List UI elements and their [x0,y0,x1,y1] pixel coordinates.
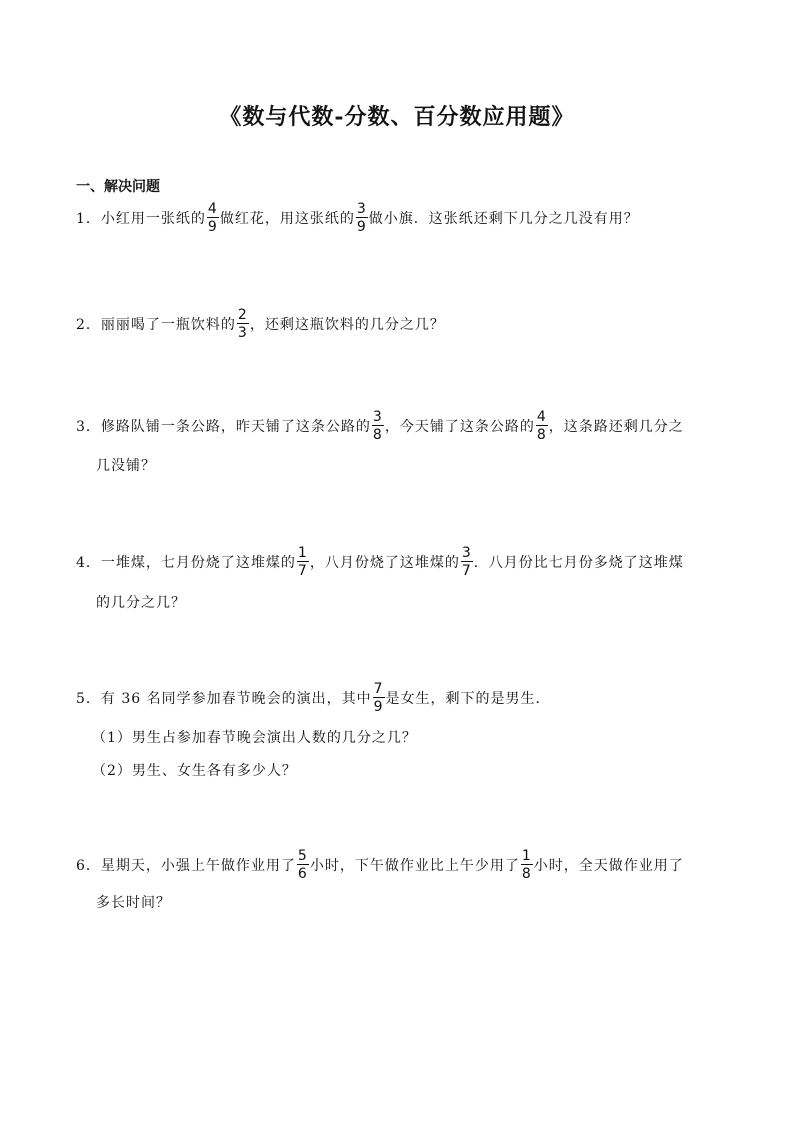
numerator: 4 [536,409,547,425]
question-4 [76,546,684,578]
question-text: （1）男生占参加春节晚会演出人数的几分之几？ [92,730,417,746]
numerator: 4 [207,201,218,217]
question-text: ，今天铺了这条公路的 [384,419,535,435]
question-text: 小时，全天做作业用了 [533,858,684,874]
question-4-continued [96,592,186,612]
fraction [297,546,309,578]
denominator: 9 [356,219,367,235]
question-text: ，还剩这瓶饮料的几分之几？ [249,317,445,333]
question-3 [76,410,684,442]
question-2 [76,308,445,340]
numerator: 3 [356,201,367,217]
question-text: 2．丽丽喝了一瓶饮料的 [76,317,236,333]
numerator: 3 [461,545,472,561]
question-text: 多长时间？ [96,895,171,911]
question-text: （2）男生、女生各有多少人？ [92,763,297,779]
question-text: 是女生，剩下的是男生． [385,691,551,707]
fraction [297,849,309,881]
denominator: 8 [536,427,547,443]
fraction [356,202,368,234]
question-text: ．八月份比七月份多烧了这堆煤 [473,555,684,571]
question-text: ，这条路还剩几分之 [548,419,684,435]
numerator: 3 [372,409,383,425]
question-text: 6．星期天，小强上午做作业用了 [76,858,296,874]
denominator: 8 [372,427,383,443]
denominator: 9 [373,699,384,715]
numerator: 2 [237,307,248,323]
denominator: 8 [521,866,532,882]
denominator: 7 [461,563,472,579]
fraction [373,682,385,714]
question-text: 1．小红用一张纸的 [76,211,206,227]
question-text: 4．一堆煤，七月份烧了这堆煤的 [76,555,296,571]
numerator: 7 [373,681,384,697]
denominator: 3 [237,325,248,341]
question-text: 5．有 36 名同学参加春节晚会的演出，其中 [76,691,372,707]
fraction [372,410,384,442]
question-text: 几没铺？ [96,458,156,474]
question-text: 的几分之几？ [96,595,186,611]
fraction [237,308,249,340]
numerator: 5 [297,848,308,864]
question-text: 做红花，用这张纸的 [219,211,355,227]
question-text: 做小旗．这张纸还剩下几分之几没有用？ [368,211,639,227]
question-5-part-1 [92,727,417,747]
denominator: 9 [207,219,218,235]
question-text: 小时，下午做作业比上午少用了 [309,858,520,874]
question-text: 3．修路队铺一条公路，昨天铺了这条公路的 [76,419,371,435]
denominator: 6 [297,866,308,882]
numerator: 1 [521,848,532,864]
section-heading: 一、解决问题 [76,179,160,195]
question-1 [76,202,639,234]
fraction [207,202,219,234]
page-title: 《数与代数-分数、百分数应用题》 [219,104,575,130]
fraction [461,546,473,578]
question-3-continued [96,455,156,475]
question-text: ，八月份烧了这堆煤的 [309,555,460,571]
numerator: 1 [297,545,308,561]
fraction [536,410,548,442]
question-6-continued [96,892,171,912]
question-5 [76,682,551,714]
question-5-part-2 [92,760,297,780]
denominator: 7 [297,563,308,579]
fraction [521,849,533,881]
question-6 [76,849,684,881]
